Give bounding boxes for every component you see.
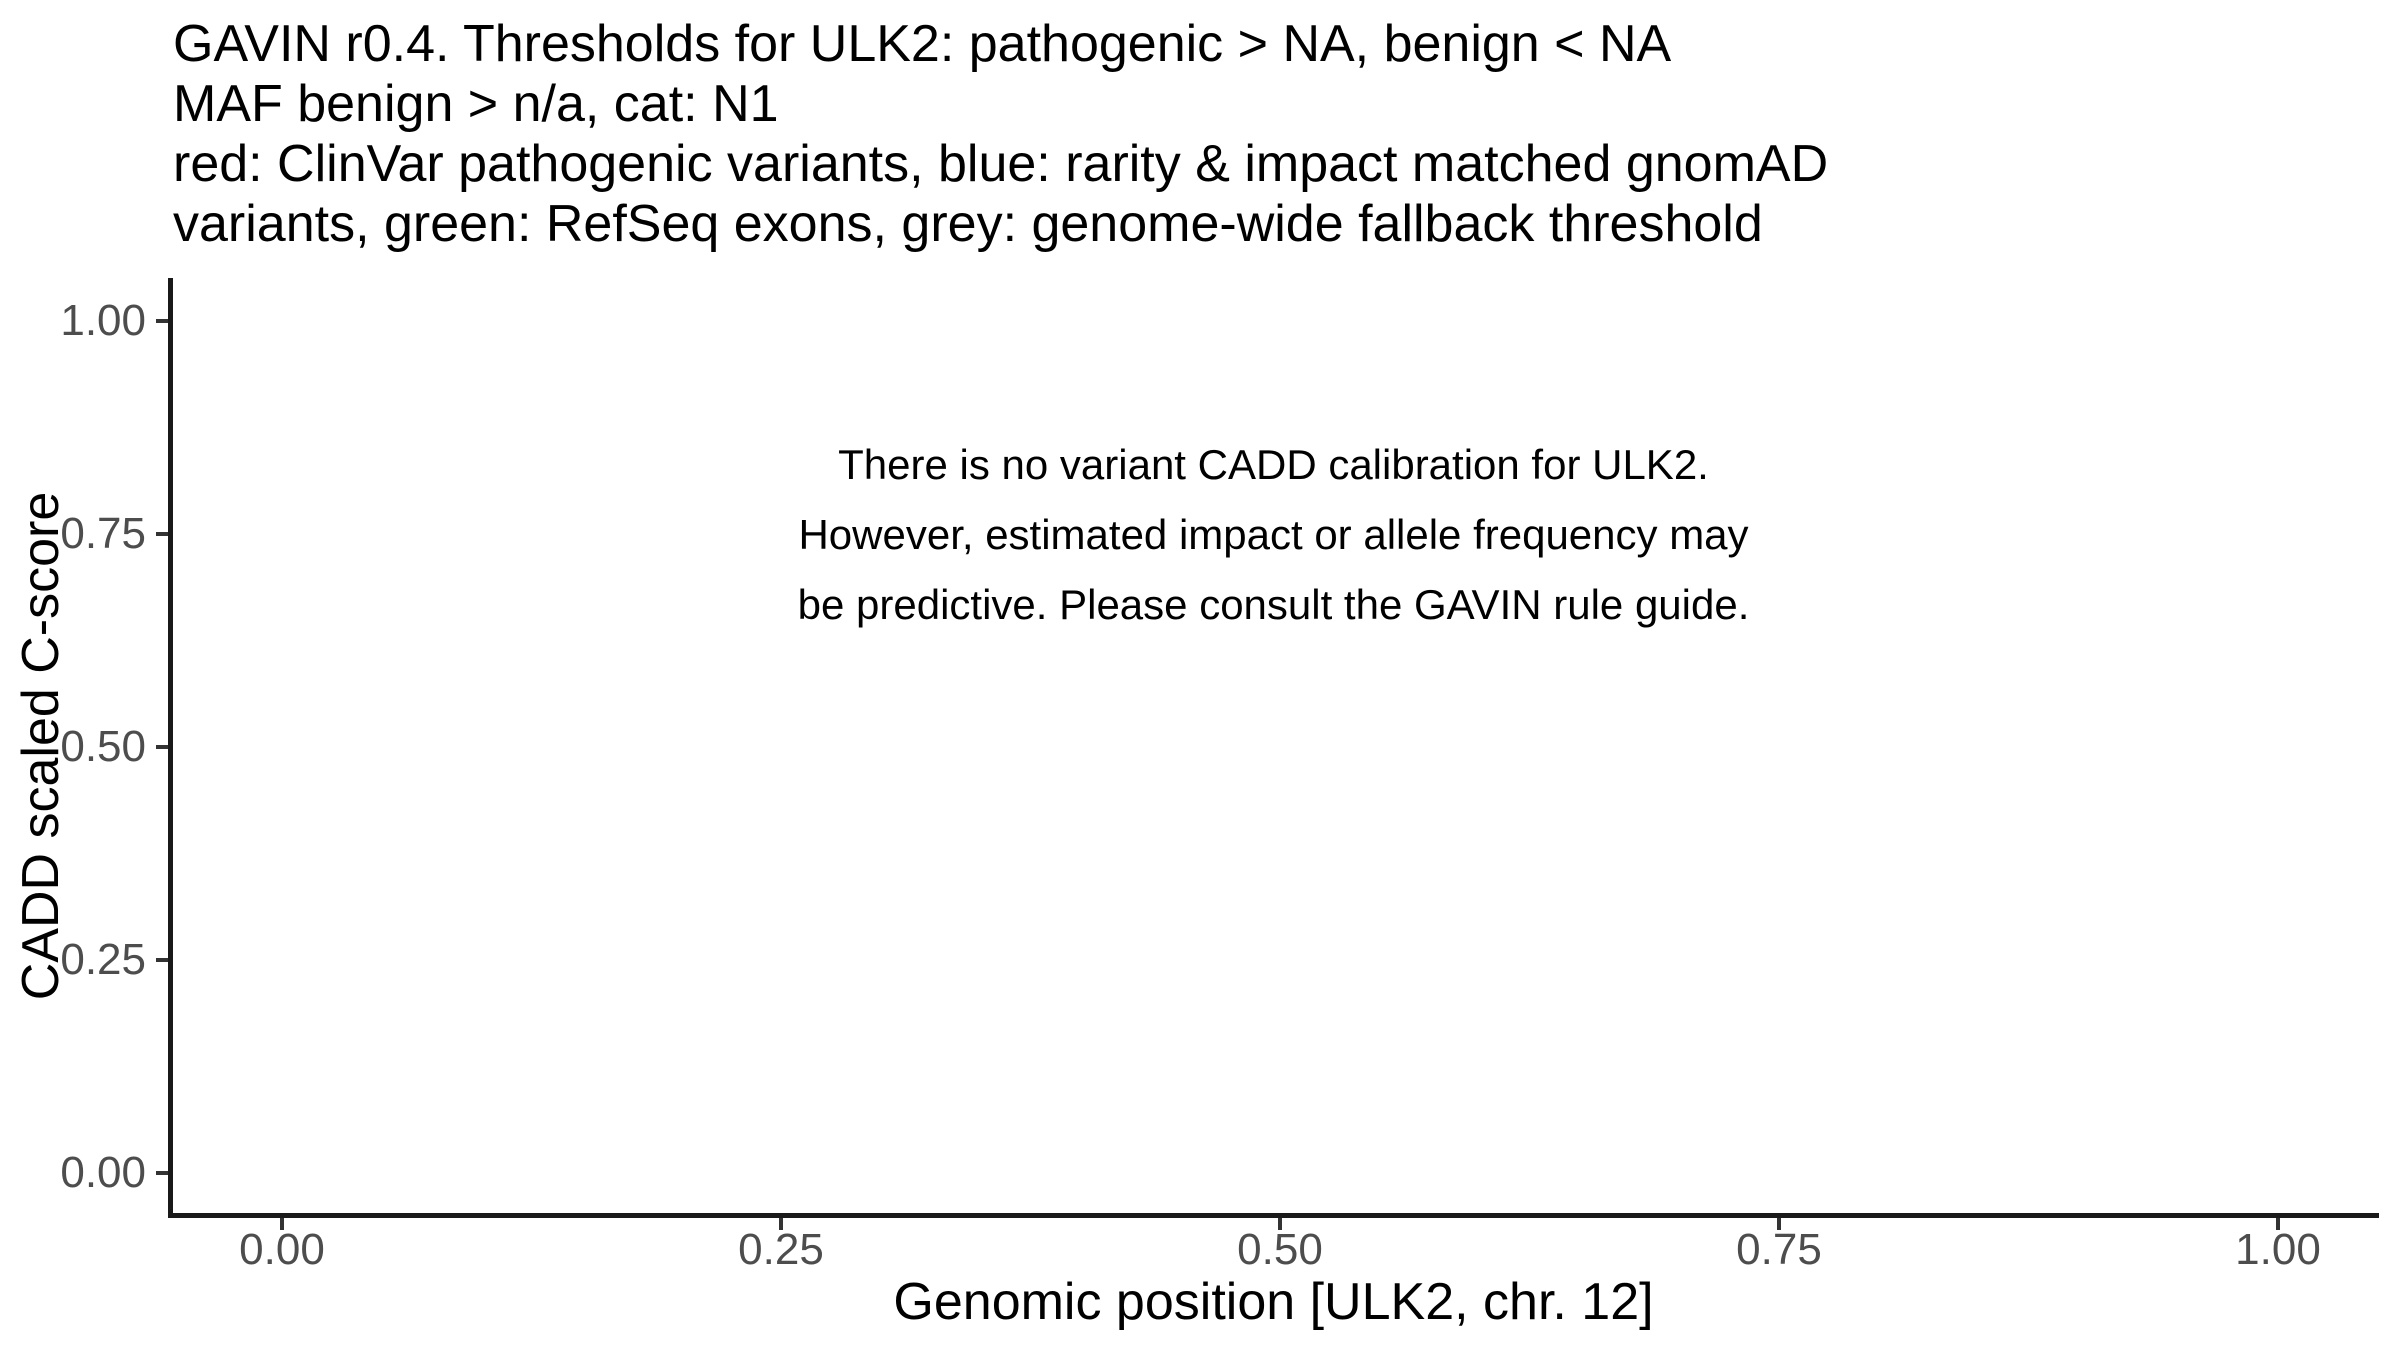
plot-title-line: MAF benign > n/a, cat: N1 <box>173 75 779 133</box>
annotation-line: However, estimated impact or allele frequency may <box>798 511 1749 558</box>
y-axis-title: CADD scaled C-score <box>12 491 70 1001</box>
annotation-line: be predictive. Please consult the GAVIN rule guide. <box>797 581 1750 628</box>
x-tick-label: 0.00 <box>239 1225 325 1274</box>
y-tick-label: 0.25 <box>60 935 146 984</box>
plot-title <box>173 14 1828 254</box>
x-tick-label: 0.75 <box>1736 1225 1822 1274</box>
x-tick-label: 1.00 <box>2235 1225 2321 1274</box>
y-tick-label: 0.00 <box>60 1148 146 1197</box>
plot-title-line: GAVIN r0.4. Thresholds for ULK2: pathogenic > NA, benign < NA <box>173 15 1672 73</box>
plot-title-line: variants, green: RefSeq exons, grey: genome-wide fallback threshold <box>173 195 1763 253</box>
y-tick-mark <box>156 532 168 536</box>
no-calibration-annotation <box>168 430 2379 640</box>
plot-title-line: red: ClinVar pathogenic variants, blue: rarity & impact matched gnomAD <box>173 135 1829 193</box>
annotation-line: There is no variant CADD calibration for ULK2. <box>838 441 1709 488</box>
y-tick-mark <box>156 319 168 323</box>
y-tick-mark <box>156 1171 168 1175</box>
y-tick-label: 0.75 <box>60 509 146 558</box>
y-tick-label: 1.00 <box>60 296 146 345</box>
x-tick-label: 0.25 <box>738 1225 824 1274</box>
x-axis-title: Genomic position [ULK2, chr. 12] <box>893 1273 1654 1331</box>
y-axis-line <box>168 278 173 1218</box>
x-axis-line <box>168 1213 2379 1218</box>
y-tick-mark <box>156 958 168 962</box>
x-tick-label: 0.50 <box>1237 1225 1323 1274</box>
y-tick-mark <box>156 745 168 749</box>
y-tick-label: 0.50 <box>60 722 146 771</box>
